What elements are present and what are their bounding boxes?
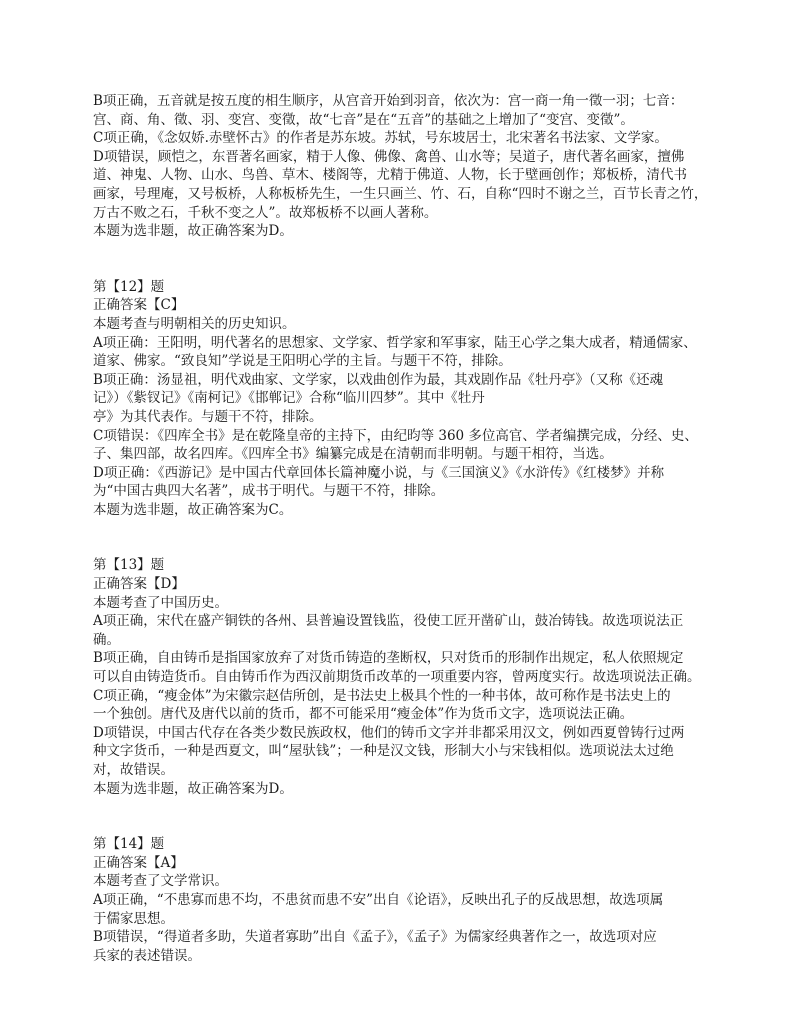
text-line: C项正确，《念奴娇.赤壁怀古》的作者是苏东坡。苏轼，号东坡居士，北宋著名书法家、文学家。	[93, 130, 668, 147]
section-gap	[93, 241, 713, 278]
text-line: 道家、佛家。“致良知”学说是王阳明心学的主旨。与题干不符，排除。	[93, 353, 512, 370]
text-line: 亭》为其代表作。与题干不符，排除。	[93, 408, 323, 425]
text-line: D项正确：《西游记》是中国古代章回体长篇神魔小说，与《三国演义》《水浒传》《红楼梦》并称	[93, 464, 665, 481]
text-line: 正确答案【C】	[93, 297, 185, 314]
text-line: 画家，号理庵，又号板桥，人称板桥先生，一生只画兰、竹、石，自称“四时不谢之兰，百节长青之竹，	[93, 185, 708, 202]
text-line: 第【14】题	[93, 836, 165, 853]
text-line: 一个独创。唐代及唐代以前的货币，都不可能采用“瘦金体”作为货币文字，选项说法正确。	[93, 706, 634, 723]
text-line: B项错误，“得道者多助，失道者寡助”出自《孟子》，《孟子》为儒家经典著作之一，故选项对应	[93, 929, 657, 946]
text-line: 可以自由铸造货币。自由铸币作为西汉前期货币改革的一项重要内容，曾两度实行。故选项说法正确。	[93, 669, 701, 686]
text-line: A项正确，宋代在盛产铜铁的各州、县普遍设置钱监，役使工匠开凿矿山，鼓冶铸钱。故选项说法正	[93, 613, 684, 630]
text-line: B项正确：汤显祖，明代戏曲家、文学家，以戏曲创作为最，其戏剧作品《牡丹亭》（又称《还魂	[93, 371, 664, 388]
text-line: 第【12】题	[93, 278, 165, 295]
section-gap	[93, 798, 713, 835]
text-line: 宫、商、角、徵、羽、变宫、变徵，故“七音”是在“五音”的基础之上增加了“变宫、变徵”。	[93, 111, 634, 128]
text-line: 确。	[93, 631, 120, 648]
text-line: 种文字货币，一种是西夏文，叫“屋驮钱”；一种是汉文钱，形制大小与宋钱相似。选项说法太过绝	[93, 743, 674, 760]
text-line: 道、神鬼、人物、山水、鸟兽、草木、楼阁等，尤精于佛道、人物，长于壁画创作；郑板桥，清代书	[93, 167, 687, 184]
text-line: 本题为选非题，故正确答案为D。	[93, 223, 293, 240]
text-line: 本题为选非题，故正确答案为C。	[93, 501, 293, 518]
text-line: 正确答案【A】	[93, 854, 184, 871]
text-line: D项错误，顾恺之，东晋著名画家，精于人像、佛像、禽兽、山水等；吴道子，唐代著名画家，擅佛	[93, 148, 685, 165]
text-line: D项错误，中国古代存在各类少数民族政权，他们的铸币文字并非都采用汉文，例如西夏曾铸行过两	[93, 724, 685, 741]
section-gap	[93, 519, 713, 556]
text-line: 记》）《紫钗记》《南柯记》《邯郸记》合称“临川四梦”。其中《牡丹	[93, 390, 485, 407]
text-line: 正确答案【D】	[93, 576, 185, 593]
text-line: 兵家的表述错误。	[93, 947, 201, 964]
text-line: B项正确，五音就是按五度的相生顺序，从宫音开始到羽音，依次为：宫一商一角一徵一羽；七音：	[93, 93, 684, 109]
text-line: 为“中国古典四大名著”，成书于明代。与题干不符，排除。	[93, 483, 445, 500]
text-line: A项正确：王阳明，明代著名的思想家、文学家、哲学家和军事家，陆王心学之集大成者，精通儒家、	[93, 334, 697, 351]
text-line: 本题考查与明朝相关的历史知识。	[93, 315, 296, 332]
text-line: A项正确，“不患寡而患不均，不患贫而患不安”出自《论语》，反映出孔子的反战思想，故选项属	[93, 891, 664, 908]
text-line: B项正确，自由铸币是指国家放弃了对货币铸造的垄断权，只对货币的形制作出规定，私人依照规定	[93, 650, 684, 667]
text-line: C项正确，“瘦金体”为宋徽宗赵佶所创，是书法史上极具个性的一种书体，故可称作是书法史上的	[93, 687, 671, 704]
text-line: C项错误：《四库全书》是在乾隆皇帝的主持下，由纪昀等 360 多位高官、学者编撰完成，分经、史、	[93, 427, 698, 444]
text-line: 对，故错误。	[93, 762, 174, 778]
text-line: 子、集四部，故名四库。《四库全书》编纂完成是在清朝而非明朝。与题干相符，当选。	[93, 446, 613, 463]
text-line: 本题为选非题，故正确答案为D。	[93, 780, 293, 797]
document-body	[93, 92, 713, 965]
text-line: 本题考查了中国历史。	[93, 594, 228, 611]
text-line: 于儒家思想。	[93, 910, 174, 927]
text-line: 本题考查了文学常识。	[93, 873, 228, 890]
text-line: 第【13】题	[93, 557, 165, 574]
text-line: 万古不败之石，千秋不变之人”。故郑板桥不以画人著称。	[93, 204, 438, 221]
